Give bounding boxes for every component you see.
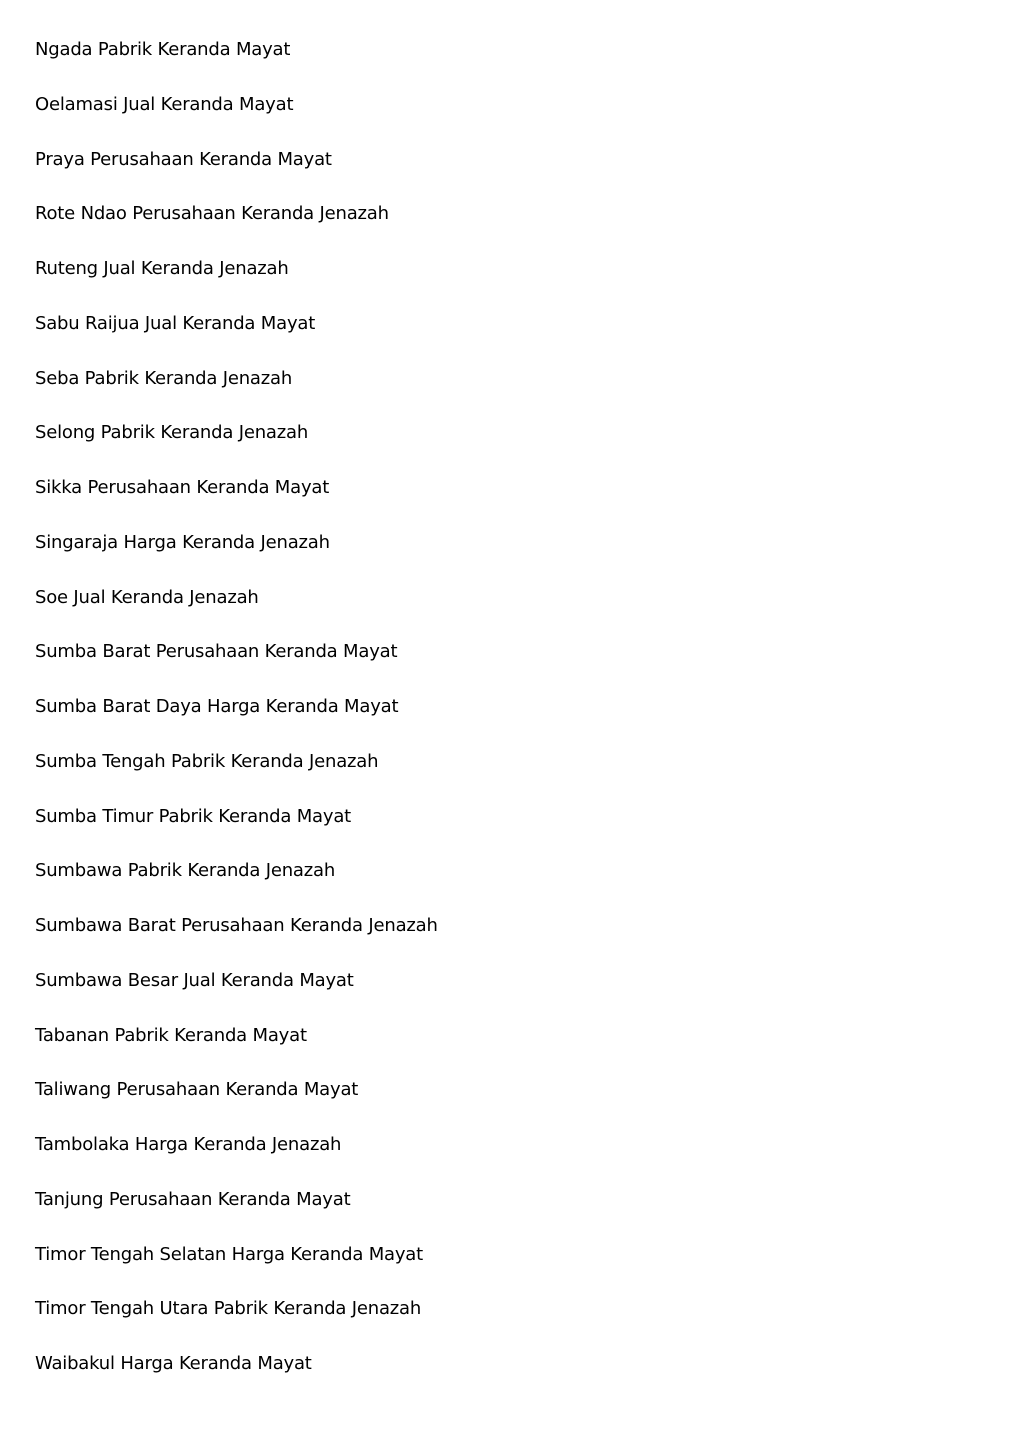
location-list [35, 37, 438, 1406]
list-item: Soe Jual Keranda Jenazah [35, 586, 259, 608]
list-item: Singaraja Harga Keranda Jenazah [35, 531, 330, 553]
list-item: Tanjung Perusahaan Keranda Mayat [35, 1188, 351, 1210]
list-item: Sumbawa Pabrik Keranda Jenazah [35, 860, 336, 882]
list-item: Sumbawa Besar Jual Keranda Mayat [35, 969, 354, 991]
list-item: Oelamasi Jual Keranda Mayat [35, 93, 294, 115]
list-item: Tambolaka Harga Keranda Jenazah [35, 1134, 342, 1155]
list-item: Sumba Barat Daya Harga Keranda Mayat [35, 696, 399, 717]
list-item: Waibakul Harga Keranda Mayat [35, 1353, 312, 1374]
list-item: Sikka Perusahaan Keranda Mayat [35, 477, 330, 498]
list-item: Tabanan Pabrik Keranda Mayat [35, 1024, 307, 1046]
list-item: Sumba Barat Perusahaan Keranda Mayat [35, 641, 398, 663]
list-item: Ruteng Jual Keranda Jenazah [35, 258, 289, 279]
list-item: Rote Ndao Perusahaan Keranda Jenazah [35, 203, 389, 225]
list-item: Timor Tengah Selatan Harga Keranda Mayat [35, 1243, 423, 1265]
list-item: Selong Pabrik Keranda Jenazah [35, 422, 309, 444]
list-item: Sumba Timur Pabrik Keranda Mayat [35, 805, 352, 827]
list-item: Sabu Raijua Jual Keranda Mayat [35, 312, 316, 334]
list-item: Taliwang Perusahaan Keranda Mayat [35, 1079, 359, 1101]
list-item: Sumba Tengah Pabrik Keranda Jenazah [35, 750, 379, 772]
list-item: Praya Perusahaan Keranda Mayat [35, 148, 332, 170]
list-item: Ngada Pabrik Keranda Mayat [35, 39, 291, 60]
list-item: Timor Tengah Utara Pabrik Keranda Jenazah [35, 1298, 422, 1320]
list-item: Sumbawa Barat Perusahaan Keranda Jenazah [35, 915, 438, 936]
list-item: Seba Pabrik Keranda Jenazah [35, 367, 293, 389]
